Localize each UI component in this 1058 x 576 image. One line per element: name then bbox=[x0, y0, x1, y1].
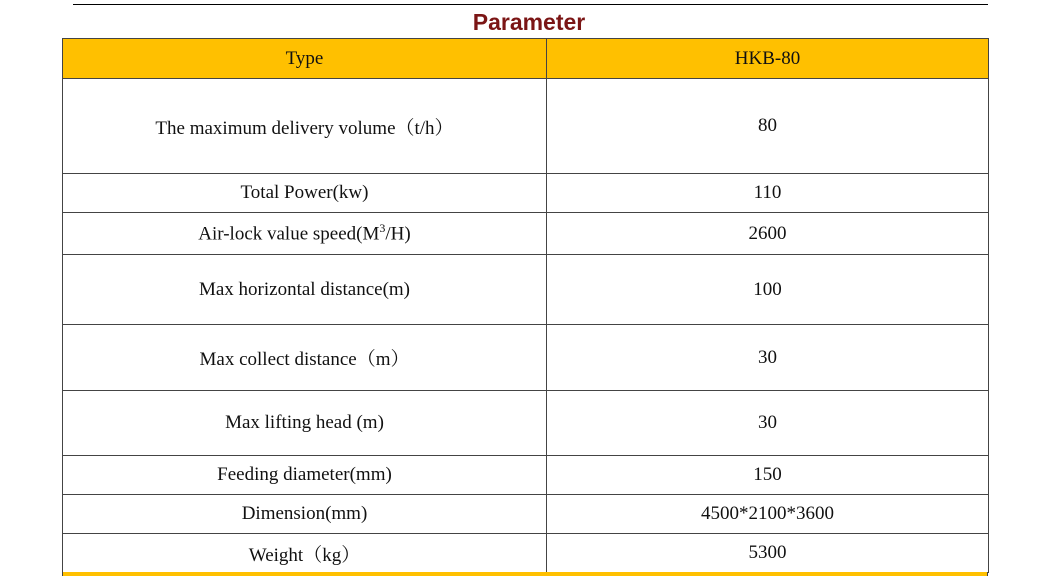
row-label-superscript: 3 bbox=[379, 221, 386, 236]
table-row bbox=[63, 174, 989, 213]
table-row bbox=[63, 255, 989, 325]
table-row bbox=[63, 456, 989, 495]
header-model: HKB-80 bbox=[547, 39, 989, 79]
row-label: Max collect distance（m） bbox=[63, 325, 547, 391]
top-divider bbox=[73, 4, 988, 5]
row-value: 30 bbox=[547, 391, 989, 456]
row-label: Max lifting head (m) bbox=[63, 391, 547, 456]
row-label: The maximum delivery volume（t/h） bbox=[63, 79, 547, 174]
table-header-row bbox=[63, 39, 989, 79]
table-row bbox=[63, 213, 989, 255]
row-label: Feeding diameter(mm) bbox=[63, 456, 547, 495]
row-label: Max horizontal distance(m) bbox=[63, 255, 547, 325]
parameter-table bbox=[62, 38, 989, 573]
row-label bbox=[63, 213, 547, 255]
header-type: Type bbox=[63, 39, 547, 79]
row-value: 150 bbox=[547, 456, 989, 495]
row-value: 80 bbox=[547, 79, 989, 174]
page-title: Parameter bbox=[472, 9, 586, 35]
row-label: Dimension(mm) bbox=[63, 495, 547, 534]
row-value: 100 bbox=[547, 255, 989, 325]
row-label-prefix: Air-lock value speed(M bbox=[198, 223, 380, 245]
row-value: 4500*2100*3600 bbox=[547, 495, 989, 534]
table-footer-strip bbox=[62, 572, 988, 576]
table-row bbox=[63, 495, 989, 534]
row-label: Weight（kg） bbox=[63, 534, 547, 573]
table-row bbox=[63, 325, 989, 391]
row-value: 110 bbox=[547, 174, 989, 213]
row-label-suffix: /H) bbox=[385, 223, 411, 245]
row-value: 30 bbox=[547, 325, 989, 391]
row-label: Total Power(kw) bbox=[63, 174, 547, 213]
row-value: 5300 bbox=[547, 534, 989, 573]
table-row bbox=[63, 391, 989, 456]
row-value: 2600 bbox=[547, 213, 989, 255]
table-row bbox=[63, 79, 989, 174]
table-row bbox=[63, 534, 989, 573]
